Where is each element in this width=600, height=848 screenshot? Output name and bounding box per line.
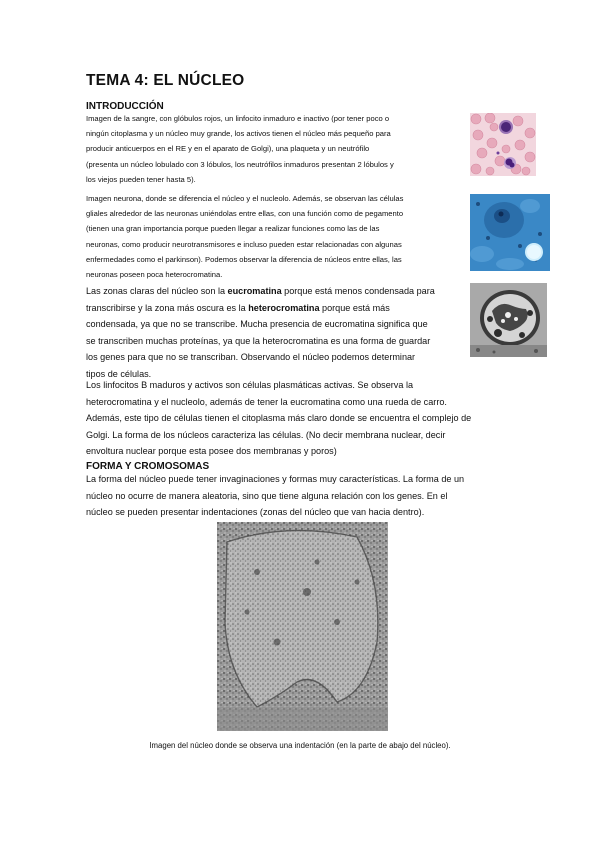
page-title: TEMA 4: EL NÚCLEO [86,72,245,89]
text-line: producir anticuerpos en el RE y en el aparato de Golgi), una plaqueta y un neutrófilo [86,144,370,154]
paragraph-neuron [86,191,471,282]
text-line: Además, este tipo de células tienen el citoplasma más claro donde se encuentra el complejo de [86,413,472,424]
text-line: núcleo se pueden presentar indentaciones (zonas del núcleo que van hacia dentro). [86,507,425,518]
blood-smear-image [470,113,536,176]
text-line: Los linfocitos B maduros y activos son células plasmáticas activas. Se observa la [86,380,414,390]
text-line: La forma del núcleo puede tener invaginaciones y formas muy características. La forma de un [86,474,465,484]
text-line: enfermedades como el parkinson). Podemos observar la diferencia de núcleos entre ellas, las [86,254,402,264]
text-line: heterocromatina y el nucleolo, además de tener la eucromatina como una rueda de carro. [86,396,447,407]
paragraph-plasma-cells [86,377,526,460]
text-line: envoltura nuclear porque esta posee dos membranas y poros) [86,446,337,457]
text-line: tipos de células. [86,368,152,379]
text-line: ningún citoplasma y un núcleo muy grande, los activos tienen el núcleo más pequeño para [86,129,391,139]
text-line: Imagen neurona, donde se diferencia el núcleo y el nucleolo. Además, se observan las células [86,194,404,203]
paragraph-chromatin [86,283,471,383]
text-line: condensada, ya que no se transcribe. Mucha presencia de eucromatina significa que [86,319,428,330]
term-eucromatina: eucromatina [227,286,282,296]
text-line: neuronas poseen poca heterocromatina. [86,270,223,280]
text-line: gliales alrededor de las neuronas uniéndolas entre ellas, con una función como de pegamento [86,209,404,219]
term-heterocromatina: heterocromatina [248,302,320,313]
text-line: núcleo no ocurre de manera aleatoria, sino que tiene alguna relación con los genes. En el [86,490,448,501]
text-line: Imagen de la sangre, con glóbulos rojos, un linfocito inmaduro e inactivo (por tener poco o [86,114,390,123]
text-line: Las zonas claras del núcleo son la eucromatina porque está menos condensada para [86,286,435,296]
text-line: (presenta un núcleo lobulado con 3 lóbulos, los neutrófilos inmaduros presentan 2 lóbulos y [86,159,394,169]
chromatin-em-image [470,283,547,357]
section-heading-forma: FORMA Y CROMOSOMAS [86,461,210,472]
paragraph-nucleus-shape [86,471,526,521]
figure-caption: Imagen del núcleo donde se observa una indentación (en la parte de abajo del núcleo). [149,741,451,750]
paragraph-blood [86,111,466,187]
text-line: transcribirse y la zona más oscura es la heterocromatina porque está más [86,302,390,313]
neuron-image [470,194,550,271]
text-line: se transcriben muchas proteínas, ya que la heterocromatina es una forma de guardar [86,335,431,346]
section-heading-introduccion: INTRODUCCIÓN [86,101,164,112]
text-line: (tienen una gran importancia porque pueden llegar a realizar funciones como las de las [86,224,380,234]
text-line: los viejos pueden tener hasta 5). [86,174,196,184]
nucleus-indentation-em-image [217,522,388,731]
text-line: los genes para que no se transcriban. Observando el núcleo podemos determinar [86,352,416,363]
text-line: Golgi. La forma de los núcleos caracteriza las células. (No decir membrana nuclear, decir [86,429,446,440]
text-line: neuronas, como producir neurotransmisores e incluso pueden estar relacionadas con algunas [86,239,402,249]
